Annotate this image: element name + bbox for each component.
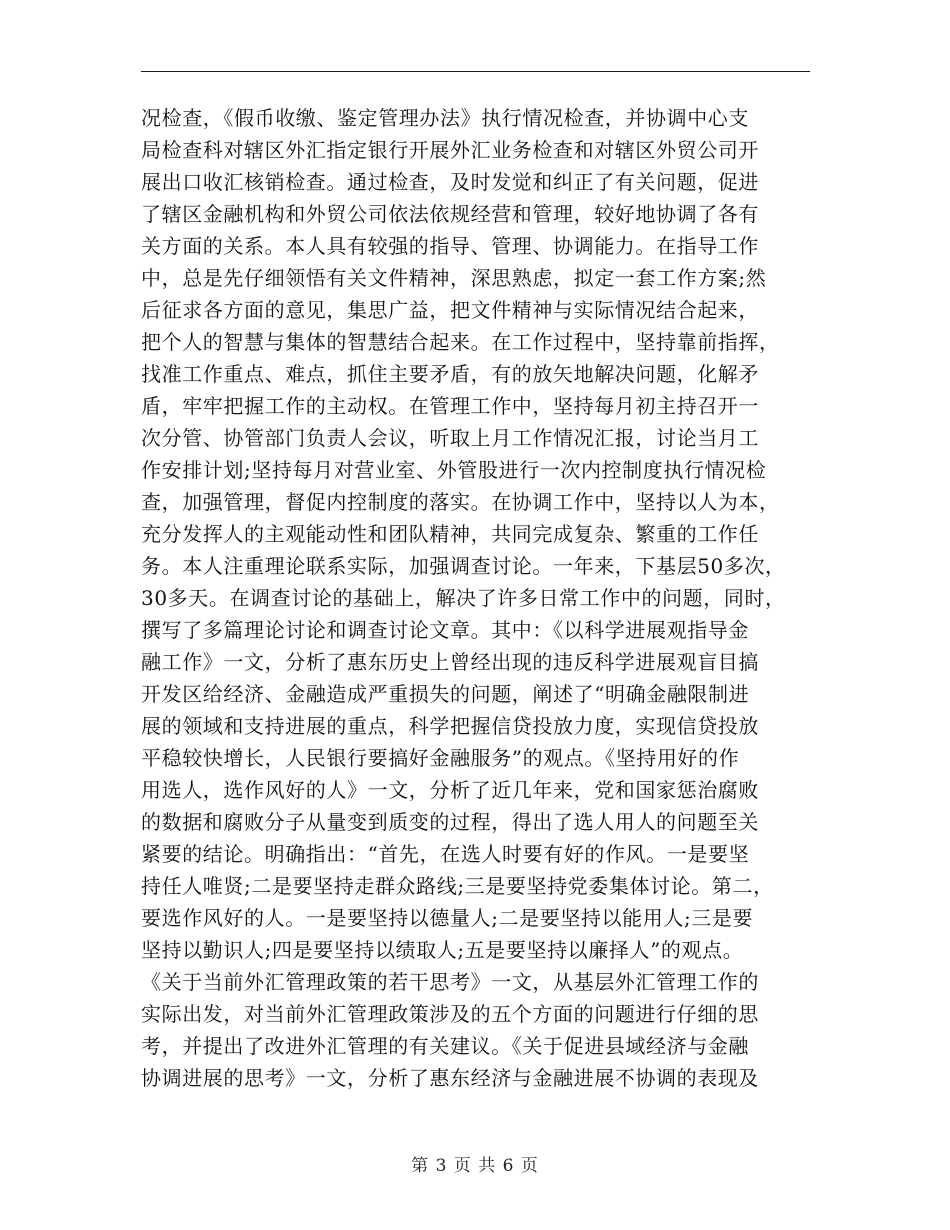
text-line: 务。本人注重理论联系实际，加强调查讨论。一年来，下基层50多次， <box>141 554 786 578</box>
text-line: 中，总是先仔细领悟有关文件精神，深思熟虑，拟定一套工作方案;然 <box>141 266 767 290</box>
text-line: 把个人的智慧与集体的智慧结合起来。在工作过程中，坚持靠前指挥， <box>141 330 780 354</box>
text-line: 次分管、协管部门负责人会议，听取上月工作情况汇报，讨论当月工 <box>141 426 759 450</box>
text-line: 考，并提出了改进外汇管理的有关建议。《关于促进县域经济与金融 <box>141 1034 749 1058</box>
text-line: 查，加强管理，督促内控制度的落实。在协调工作中，坚持以人为本， <box>141 490 780 514</box>
text-line: 要选作风好的人。一是要坚持以德量人;二是要坚持以能用人;三是要 <box>141 906 754 930</box>
page-footer: 第 3 页 共 6 页 <box>411 1156 539 1176</box>
text-line: 况检查，《假币收缴、鉴定管理办法》执行情况检查，并协调中心支 <box>141 106 749 130</box>
text-line: 盾，牢牢把握工作的主动权。在管理工作中，坚持每月初主持召开一 <box>141 394 759 418</box>
header-rule <box>141 71 810 72</box>
text-line: 持任人唯贤;二是要坚持走群众路线;三是要坚持党委集体讨论。第二， <box>141 874 774 898</box>
text-line: 的数据和腐败分子从量变到质变的过程，得出了选人用人的问题至关 <box>141 810 759 834</box>
text-line: 紧要的结论。明确指出：“首先，在选人时要有好的作风。一是要坚 <box>141 842 750 866</box>
text-line: 找准工作重点、难点，抓住主要矛盾，有的放矢地解决问题，化解矛 <box>141 362 759 386</box>
text-line: 坚持以勤识人;四是要坚持以绩取人;五是要坚持以廉择人”的观点。 <box>141 938 744 962</box>
text-line: 撰写了多篇理论讨论和调查讨论文章。其中：《以科学进展观指导金 <box>141 618 749 642</box>
text-line: 用选人，选作风好的人》一文，分析了近几年来，党和国家惩治腐败 <box>141 778 759 802</box>
text-line: 后征求各方面的意见，集思广益，把文件精神与实际情况结合起来， <box>141 298 759 322</box>
text-line: 展的领域和支持进展的重点，科学把握信贷投放力度，实现信贷投放 <box>141 714 759 738</box>
text-line: 充分发挥人的主观能动性和团队精神，共同完成复杂、繁重的工作任 <box>141 522 759 546</box>
text-line: 实际出发，对当前外汇管理政策涉及的五个方面的问题进行仔细的思 <box>141 1002 759 1026</box>
text-line: 30多天。在调查讨论的基础上，解决了许多日常工作中的问题，同时， <box>141 586 786 610</box>
text-line: 关方面的关系。本人具有较强的指导、管理、协调能力。在指导工作 <box>141 234 759 258</box>
text-line: 了辖区金融机构和外贸公司依法依规经营和管理，较好地协调了各有 <box>141 202 759 226</box>
text-line: 开发区给经济、金融造成严重损失的问题，阐述了“明确金融限制进 <box>141 682 750 706</box>
text-line: 作安排计划;坚持每月对营业室、外管股进行一次内控制度执行情况检 <box>141 458 767 482</box>
text-line: 融工作》一文，分析了惠东历史上曾经出现的违反科学进展观盲目搞 <box>141 650 759 674</box>
text-line: 协调进展的思考》一文，分析了惠东经济与金融进展不协调的表现及 <box>141 1066 759 1090</box>
text-line: 局检查科对辖区外汇指定银行开展外汇业务检查和对辖区外贸公司开 <box>141 138 759 162</box>
text-line: 《关于当前外汇管理政策的若干思考》一文，从基层外汇管理工作的 <box>141 970 759 994</box>
text-line: 平稳较快增长，人民银行要搞好金融服务”的观点。《坚持用好的作 <box>141 746 740 770</box>
document-body <box>141 102 810 1094</box>
text-line: 展出口收汇核销检查。通过检查，及时发觉和纠正了有关问题，促进 <box>141 170 759 194</box>
